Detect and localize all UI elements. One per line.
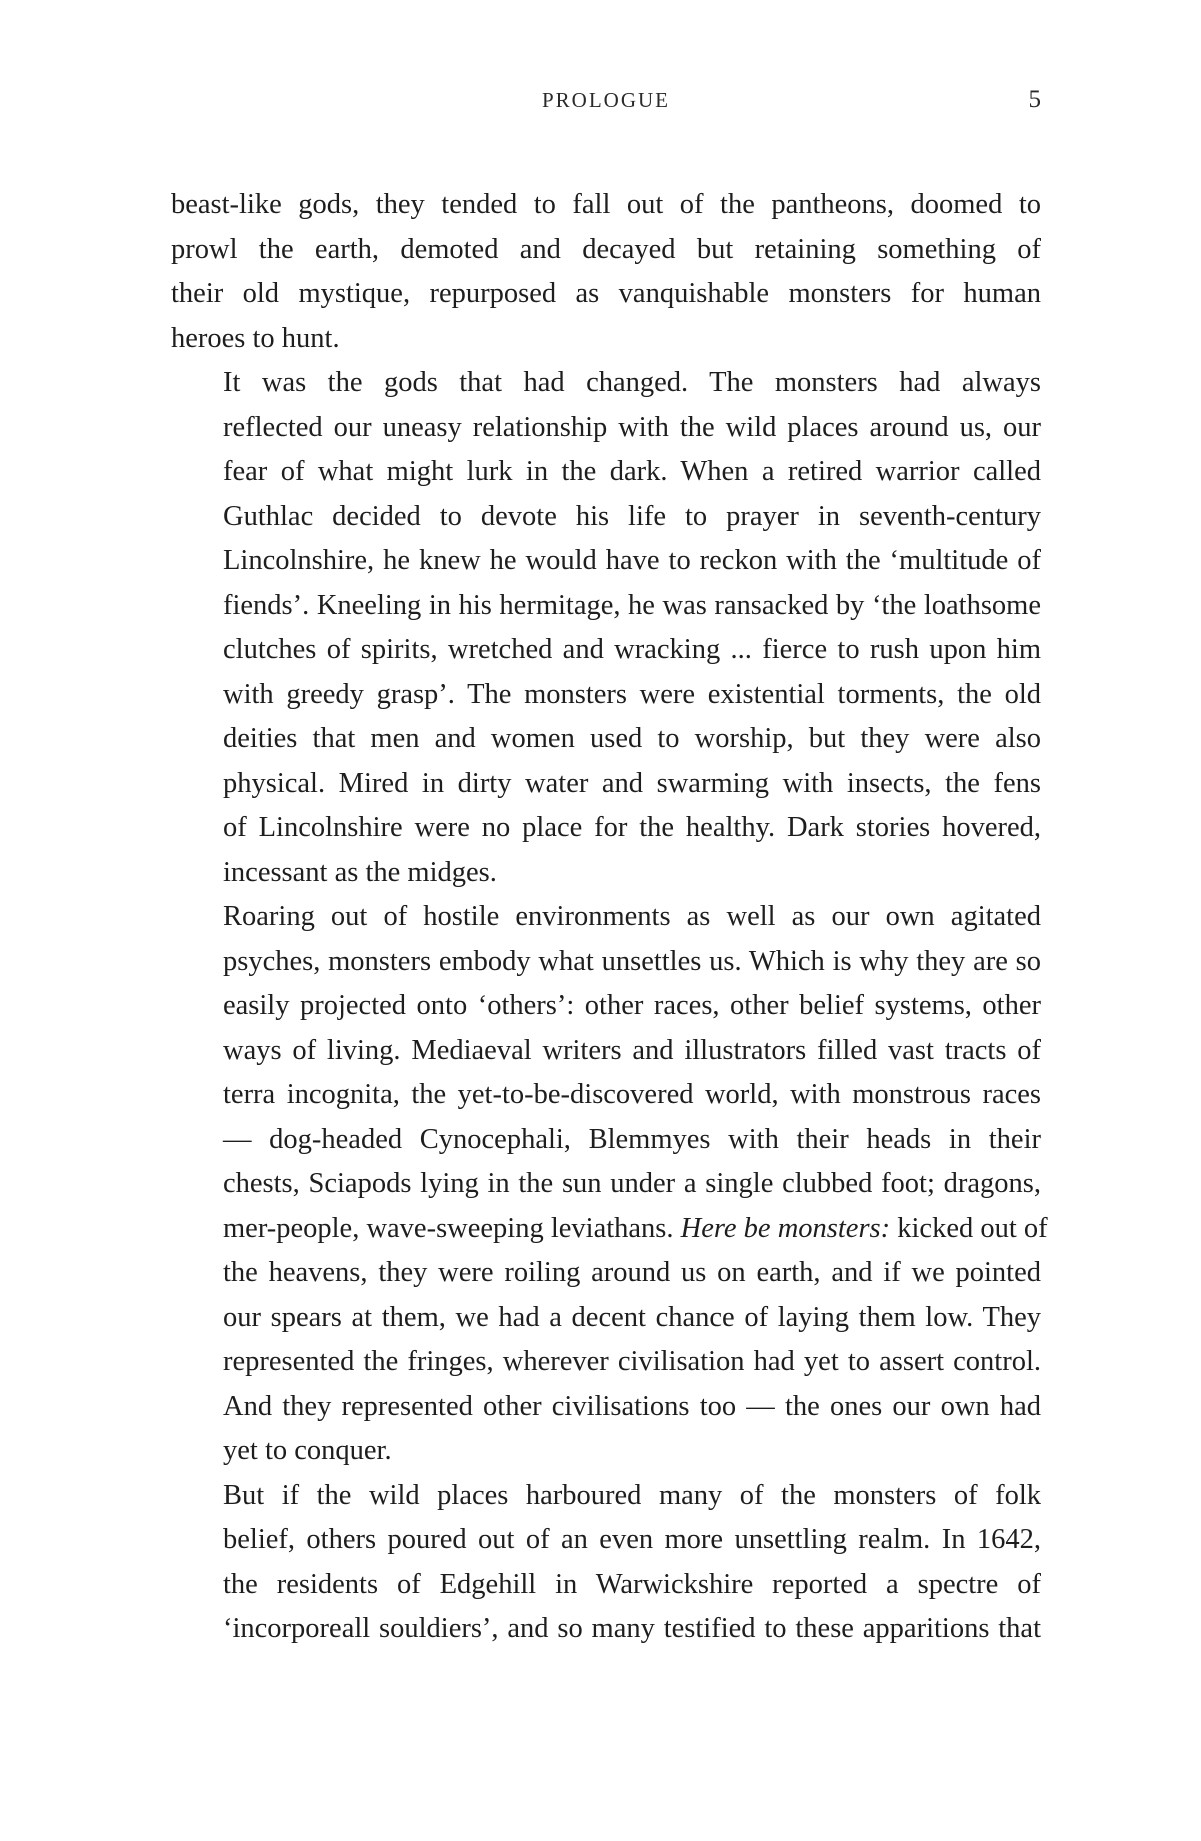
running-head: PROLOGUE xyxy=(541,88,670,112)
text-line: Guthlac decided to devote his life to prayer in seventh-century xyxy=(223,500,1041,532)
paragraph-2 xyxy=(171,361,1041,895)
text-line: beast-like gods, they tended to fall out of the pantheons, doomed to xyxy=(171,189,1041,220)
text-line: clutches of spirits, wretched and wracking ... fierce to rush upon him xyxy=(223,634,1041,665)
text-line: with greedy grasp’. The monsters were existential torments, the old xyxy=(223,678,1041,710)
text-line: ‘incorporeall souldiers’, and so many testified to these apparitions that xyxy=(223,1613,1041,1644)
italic-phrase: Here be monsters: xyxy=(680,1212,891,1244)
paragraph-3 xyxy=(171,895,1048,1474)
text-line: the residents of Edgehill in Warwickshire reported a spectre of xyxy=(223,1568,1041,1600)
text-line: the heavens, they were roiling around us on earth, and if we pointed xyxy=(223,1257,1041,1288)
text-line: It was the gods that had changed. The monsters had always xyxy=(223,367,1041,398)
paragraph-4 xyxy=(171,1474,1041,1652)
text-line: physical. Mired in dirty water and swarming with insects, the fens xyxy=(223,767,1041,799)
text-line: fear of what might lurk in the dark. When a retired warrior called xyxy=(223,456,1041,487)
text-fragment: mer-people, wave-sweeping leviathans. xyxy=(223,1212,681,1244)
text-fragment: kicked out of xyxy=(890,1212,1048,1244)
text-line: their old mystique, repurposed as vanquishable monsters for human xyxy=(171,278,1041,309)
text-line: yet to conquer. xyxy=(223,1435,392,1466)
page-header xyxy=(171,88,1041,124)
text-line: represented the fringes, wherever civilisation had yet to assert control. xyxy=(223,1346,1041,1377)
text-line: But if the wild places harboured many of the monsters of folk xyxy=(223,1479,1041,1511)
text-line: of Lincolnshire were no place for the healthy. Dark stories hovered, xyxy=(223,812,1041,843)
text-line: easily projected onto ‘others’: other races, other belief systems, other xyxy=(223,990,1041,1021)
text-line: ways of living. Mediaeval writers and illustrators filled vast tracts of xyxy=(223,1034,1041,1066)
text-line: heroes to hunt. xyxy=(171,322,340,354)
text-line: incessant as the midges. xyxy=(223,856,497,888)
text-line: psyches, monsters embody what unsettles us. Which is why they are so xyxy=(223,945,1041,977)
text-line: belief, others poured out of an even more unsettling realm. In 1642, xyxy=(223,1524,1041,1555)
text-line: — dog-headed Cynocephali, Blemmyes with their heads in their xyxy=(223,1123,1041,1155)
text-line: prowl the earth, demoted and decayed but retaining something of xyxy=(171,233,1041,265)
page-number: 5 xyxy=(1028,86,1041,113)
text-line: fiends’. Kneeling in his hermitage, he was ransacked by ‘the loathsome xyxy=(223,589,1041,621)
text-line-with-italic xyxy=(171,1207,1048,1252)
text-line: Roaring out of hostile environments as well as our own agitated xyxy=(223,901,1041,932)
text-line: chests, Sciapods lying in the sun under a single clubbed foot; dragons, xyxy=(223,1168,1041,1199)
text-line: terra incognita, the yet-to-be-discovered world, with monstrous races xyxy=(223,1079,1041,1110)
text-line: And they represented other civilisations too — the ones our own had xyxy=(223,1390,1041,1422)
paragraph-1 xyxy=(171,183,1041,361)
body-text xyxy=(171,183,1048,1652)
text-line: Lincolnshire, he knew he would have to reckon with the ‘multitude of xyxy=(223,545,1041,576)
text-line: deities that men and women used to worship, but they were also xyxy=(223,723,1041,754)
text-line: our spears at them, we had a decent chance of laying them low. They xyxy=(223,1301,1041,1333)
text-line: reflected our uneasy relationship with the wild places around us, our xyxy=(223,411,1041,443)
